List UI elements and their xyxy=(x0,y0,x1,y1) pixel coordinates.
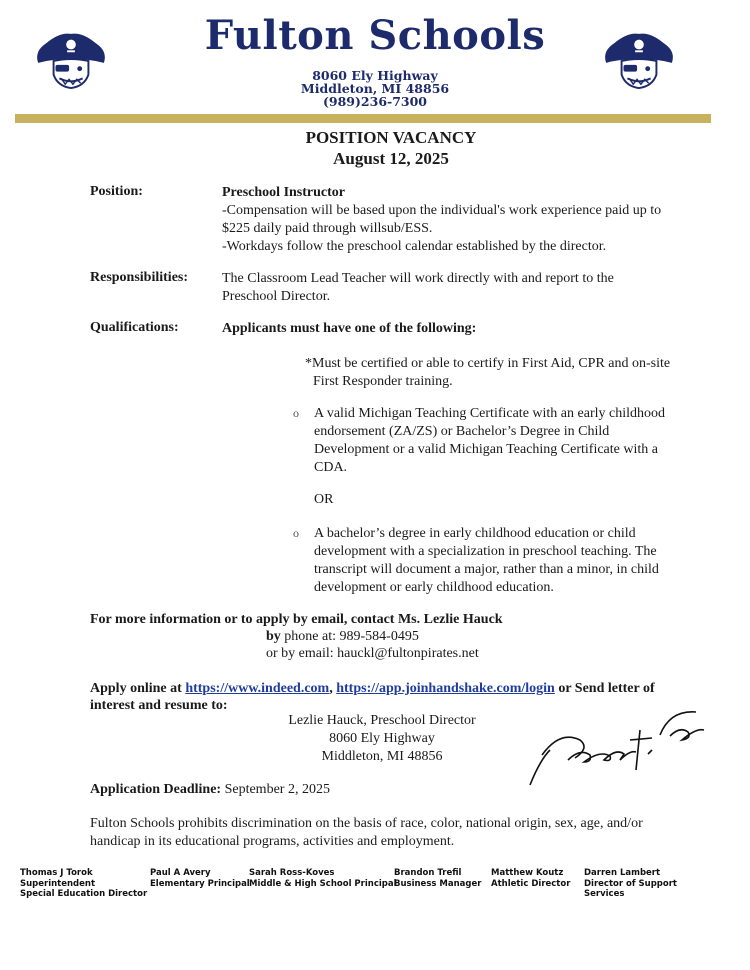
header-divider xyxy=(15,114,711,123)
or-separator: OR xyxy=(314,492,334,507)
staff-ross-koves xyxy=(249,868,397,889)
option-line: endorsement (ZA/ZS) or Bachelor’s Degree in Child xyxy=(314,424,610,439)
staff-role: Services xyxy=(584,889,625,899)
phone-prefix: by xyxy=(266,629,281,644)
statement-line: handicap in its educational programs, activities and employment. xyxy=(90,834,455,849)
option-line: Development or a valid Michigan Teaching Certificate with a xyxy=(314,442,658,457)
staff-name: Brandon Trefil xyxy=(394,868,462,878)
deadline-value: September 2, 2025 xyxy=(224,782,330,797)
qualification-option-1 xyxy=(314,405,665,477)
contact-phone xyxy=(266,628,419,646)
position-label: Position: xyxy=(90,184,143,199)
staff-trefil xyxy=(394,868,481,889)
contact-email: or by email: hauckl@fultonpirates.net xyxy=(266,646,479,661)
deadline-label: Application Deadline: xyxy=(90,782,222,797)
staff-name: Paul A Avery xyxy=(150,868,211,878)
nondiscrimination-statement xyxy=(90,815,643,851)
staff-koutz xyxy=(491,868,570,889)
indeed-link[interactable]: https://www.indeed.com xyxy=(185,681,330,696)
staff-name: Darren Lambert xyxy=(584,868,661,878)
position-block xyxy=(222,184,661,256)
staff-role: Special Education Director xyxy=(20,889,148,899)
statement-line: Fulton Schools prohibits discrimination on the basis of race, color, national origin, sex, age, and/or xyxy=(90,816,643,831)
apply-line-2: interest and resume to: xyxy=(90,698,228,713)
apply-prefix: Apply online at xyxy=(90,681,182,696)
position-line: -Workdays follow the preschool calendar established by the director. xyxy=(222,239,607,254)
qualifications-label: Qualifications: xyxy=(90,320,179,335)
staff-role: Athletic Director xyxy=(491,878,571,889)
responsibilities-block xyxy=(222,270,614,306)
note-line: First Responder training. xyxy=(313,374,453,389)
bullet-icon: o xyxy=(293,526,299,540)
qualifications-intro: Applicants must have one of the following: xyxy=(222,321,477,336)
certification-note xyxy=(305,355,670,391)
staff-role: Superintendent xyxy=(20,878,96,889)
vacancy-date: August 12, 2025 xyxy=(333,149,449,168)
option-line: transcript will document a major, rather than a minor, in child xyxy=(314,562,659,577)
responsibilities-line: Preschool Director. xyxy=(222,289,331,304)
handshake-link[interactable]: https://app.joinhandshake.com/login xyxy=(336,681,555,696)
vacancy-heading: POSITION VACANCY xyxy=(305,128,477,147)
responsibilities-label: Responsibilities: xyxy=(90,270,189,285)
school-phone: (989)236-7300 xyxy=(323,94,427,109)
qualification-option-2 xyxy=(314,525,659,597)
address-line: Middleton, MI 48856 xyxy=(321,749,443,764)
staff-avery xyxy=(150,868,250,889)
staff-role: Business Manager xyxy=(394,878,482,889)
position-title: Preschool Instructor xyxy=(222,185,345,200)
address-street: 8060 Ely Highway xyxy=(312,68,438,83)
option-line: CDA. xyxy=(314,460,348,475)
position-line: -Compensation will be based upon the individual's work experience paid up to xyxy=(222,203,662,218)
responsibilities-line: The Classroom Lead Teacher will work directly with and report to the xyxy=(222,271,614,286)
position-line: $225 daily paid through willsub/ESS. xyxy=(222,221,433,236)
option-line: A valid Michigan Teaching Certificate with an early childhood xyxy=(314,406,665,421)
deadline xyxy=(90,781,330,799)
staff-torok xyxy=(20,868,147,900)
option-line: development or early childhood education. xyxy=(314,580,554,595)
phone-line: phone at: 989-584-0495 xyxy=(280,629,419,644)
apply-line xyxy=(90,680,655,698)
staff-name: Matthew Koutz xyxy=(491,868,564,878)
signature xyxy=(520,700,720,790)
staff-role: Middle & High School Principal xyxy=(249,878,397,889)
school-name: Fulton Schools xyxy=(204,12,546,59)
address-line: 8060 Ely Highway xyxy=(329,731,435,746)
staff-name: Thomas J Torok xyxy=(20,868,93,878)
bullet-icon: o xyxy=(293,406,299,420)
option-line: A bachelor’s degree in early childhood education or child xyxy=(314,526,636,541)
address-city: Middleton, MI 48856 xyxy=(300,81,450,96)
option-line: development with a specialization in preschool teaching. The xyxy=(314,544,657,559)
staff-role: Director of Support xyxy=(584,878,677,889)
staff-lambert xyxy=(584,868,677,900)
staff-role: Elementary Principal xyxy=(150,878,250,889)
note-line: *Must be certified or able to certify in First Aid, CPR and on-site xyxy=(305,356,671,371)
staff-name: Sarah Ross-Koves xyxy=(249,868,335,878)
address-line: Lezlie Hauck, Preschool Director xyxy=(288,713,476,728)
link-separator: , xyxy=(329,681,333,696)
contact-heading: For more information or to apply by email, contact Ms. Lezlie Hauck xyxy=(90,612,503,627)
apply-suffix: or Send letter of xyxy=(558,681,655,696)
mailing-address xyxy=(252,712,512,766)
